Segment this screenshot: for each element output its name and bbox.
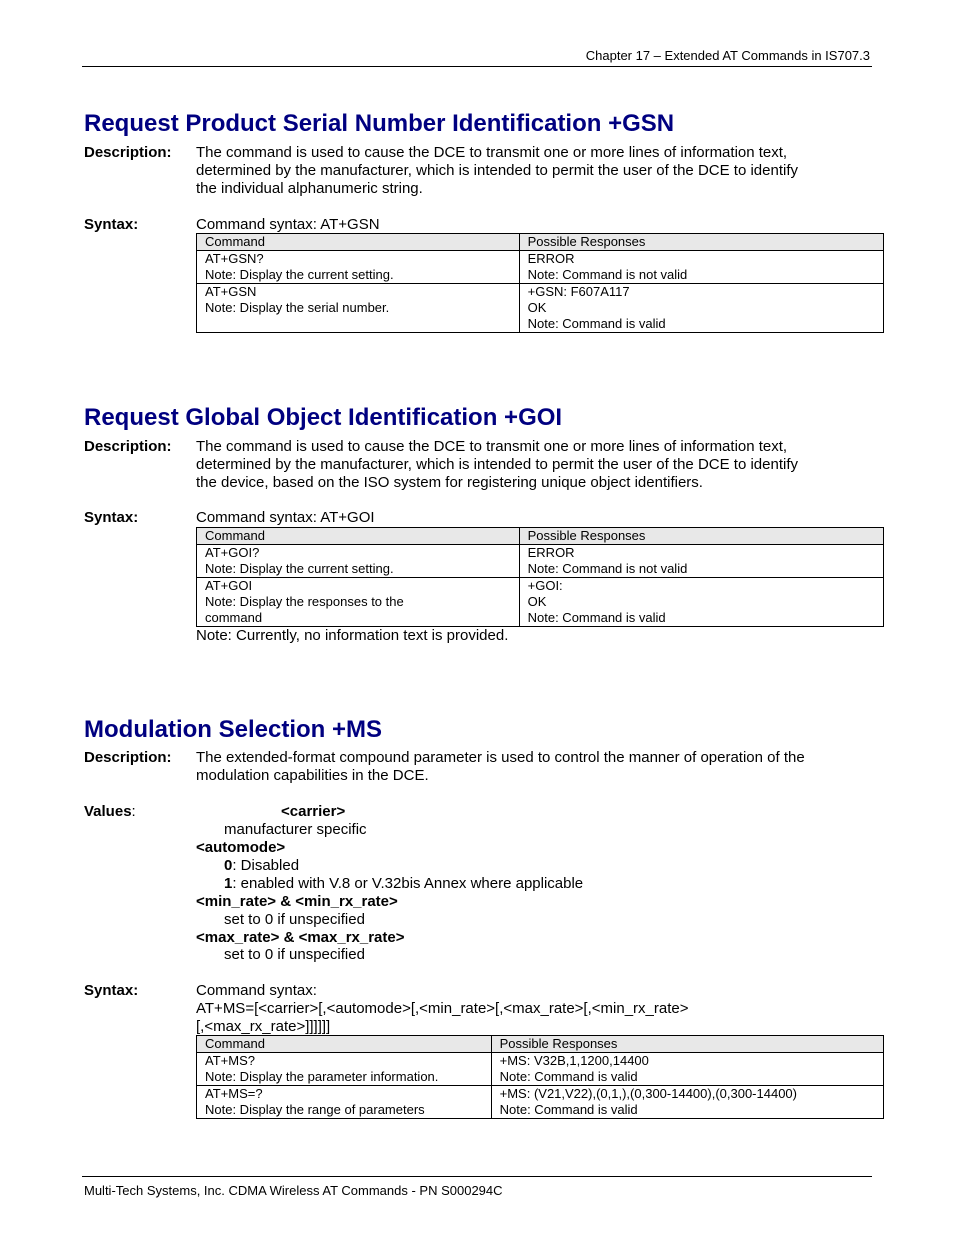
cell-line: +MS: (V21,V22),(0,1,),(0,300-14400),(0,300-14400)	[499, 1086, 797, 1101]
cell-line: Note: Display the range of parameters	[205, 1102, 425, 1117]
table-cell-command	[197, 545, 520, 578]
description-line: modulation capabilities in the DCE.	[196, 767, 429, 784]
cell-line: Note: Command is valid	[499, 1102, 638, 1117]
value-automode-0	[224, 857, 299, 875]
cell-line: AT+GSN?	[205, 251, 264, 266]
value-automode-1	[224, 875, 583, 893]
cell-line: AT+MS=?	[205, 1086, 263, 1101]
table-header-command: Command	[197, 1036, 492, 1053]
syntax-label: Syntax:	[84, 216, 139, 233]
table-row	[197, 251, 884, 284]
cell-line: Note: Command is valid	[527, 610, 666, 625]
gsn-syntax: Command syntax: AT+GSN	[196, 216, 380, 233]
table-cell-response	[491, 1086, 883, 1119]
cell-line: Note: Command is not valid	[527, 561, 688, 576]
gsn-description	[196, 144, 798, 198]
cell-line: Note: Display the current setting.	[205, 561, 394, 576]
table-header-row	[197, 234, 884, 251]
table-cell-command	[197, 1086, 492, 1119]
table-header-command: Command	[197, 528, 520, 545]
cell-line: Note: Command is valid	[527, 316, 666, 331]
description-line: determined by the manufacturer, which is intended to permit the user of the DCE to identify	[196, 162, 798, 179]
section-title-goi: Request Global Object Identification +GOI	[84, 404, 563, 431]
gsn-command-table	[196, 233, 884, 333]
cell-line: AT+MS?	[205, 1053, 255, 1068]
value-max-rate-desc: set to 0 if unspecified	[224, 946, 365, 963]
header-rule	[82, 66, 872, 67]
syntax-label: Syntax:	[84, 982, 139, 999]
goi-command-table	[196, 527, 884, 627]
goi-note: Note: Currently, no information text is provided.	[196, 627, 509, 644]
ms-syntax	[196, 982, 688, 1036]
table-cell-command	[197, 284, 520, 333]
cell-line: Note: Display the current setting.	[205, 267, 394, 282]
goi-syntax: Command syntax: AT+GOI	[196, 509, 375, 526]
page-header-chapter: Chapter 17 – Extended AT Commands in IS707.3	[585, 48, 870, 63]
description-label: Description:	[84, 749, 172, 766]
value-number: 0	[224, 857, 233, 874]
value-min-rate-label: <min_rate> & <min_rx_rate>	[196, 893, 398, 910]
table-row	[197, 578, 884, 627]
description-label: Description:	[84, 438, 172, 455]
footer-rule	[82, 1176, 872, 1177]
cell-line: Note: Command is valid	[499, 1069, 638, 1084]
values-label-colon: :	[131, 803, 136, 820]
description-line: the device, based on the ISO system for registering unique object identifiers.	[196, 474, 703, 491]
cell-line: AT+GOI?	[205, 545, 260, 560]
table-row	[197, 284, 884, 333]
page-footer: Multi-Tech Systems, Inc. CDMA Wireless AT Commands - PN S000294C	[84, 1183, 503, 1198]
table-cell-response	[519, 545, 883, 578]
cell-line: Note: Display the serial number.	[205, 300, 390, 315]
table-cell-command	[197, 251, 520, 284]
values-label-text: Values	[84, 803, 132, 820]
table-cell-response	[491, 1053, 883, 1086]
cell-line: +GOI:	[527, 578, 563, 593]
value-text: : Disabled	[232, 857, 300, 874]
description-line: The extended-format compound parameter is used to control the manner of operation of the	[196, 749, 805, 766]
table-cell-response	[519, 284, 883, 333]
syntax-line: [,<max_rx_rate>]]]]]]	[196, 1018, 331, 1035]
section-title-gsn: Request Product Serial Number Identification +GSN	[84, 110, 675, 137]
description-label: Description:	[84, 144, 172, 161]
cell-line: Note: Display the responses to the	[205, 594, 404, 609]
table-row	[197, 545, 884, 578]
table-cell-command	[197, 578, 520, 627]
cell-line: ERROR	[527, 545, 575, 560]
table-row	[197, 1053, 884, 1086]
table-header-responses: Possible Responses	[491, 1036, 883, 1053]
cell-line: command	[205, 610, 263, 625]
values-label	[84, 803, 136, 820]
ms-description	[196, 749, 805, 785]
description-line: The command is used to cause the DCE to transmit one or more lines of information text,	[196, 144, 788, 161]
table-row	[197, 1086, 884, 1119]
description-line: the individual alphanumeric string.	[196, 180, 423, 197]
value-carrier-label: <carrier>	[281, 803, 346, 820]
cell-line: +MS: V32B,1,1200,14400	[499, 1053, 649, 1068]
table-header-row	[197, 528, 884, 545]
value-max-rate-label: <max_rate> & <max_rx_rate>	[196, 929, 405, 946]
value-carrier-desc: manufacturer specific	[224, 821, 367, 838]
table-cell-command	[197, 1053, 492, 1086]
goi-description	[196, 438, 798, 492]
syntax-line: AT+MS=[<carrier>[,<automode>[,<min_rate>[,<max_rate>[,<min_rx_rate>	[196, 1000, 689, 1017]
cell-line: OK	[527, 300, 547, 315]
table-header-command: Command	[197, 234, 520, 251]
section-title-ms: Modulation Selection +MS	[84, 716, 383, 743]
value-text: : enabled with V.8 or V.32bis Annex where applicable	[232, 875, 584, 892]
value-min-rate-desc: set to 0 if unspecified	[224, 911, 365, 928]
cell-line: OK	[527, 594, 547, 609]
syntax-line: Command syntax:	[196, 982, 317, 999]
cell-line: Note: Display the parameter information.	[205, 1069, 439, 1084]
cell-line: AT+GOI	[205, 578, 253, 593]
table-header-row	[197, 1036, 884, 1053]
table-header-responses: Possible Responses	[519, 234, 883, 251]
table-header-responses: Possible Responses	[519, 528, 883, 545]
description-line: The command is used to cause the DCE to transmit one or more lines of information text,	[196, 438, 788, 455]
value-number: 1	[224, 875, 233, 892]
cell-line: AT+GSN	[205, 284, 257, 299]
cell-line: Note: Command is not valid	[527, 267, 688, 282]
syntax-label: Syntax:	[84, 509, 139, 526]
description-line: determined by the manufacturer, which is intended to permit the user of the DCE to identify	[196, 456, 798, 473]
ms-command-table	[196, 1035, 884, 1119]
cell-line: +GSN: F607A117	[527, 284, 630, 299]
table-cell-response	[519, 251, 883, 284]
value-automode-label: <automode>	[196, 839, 286, 856]
cell-line: ERROR	[527, 251, 575, 266]
table-cell-response	[519, 578, 883, 627]
